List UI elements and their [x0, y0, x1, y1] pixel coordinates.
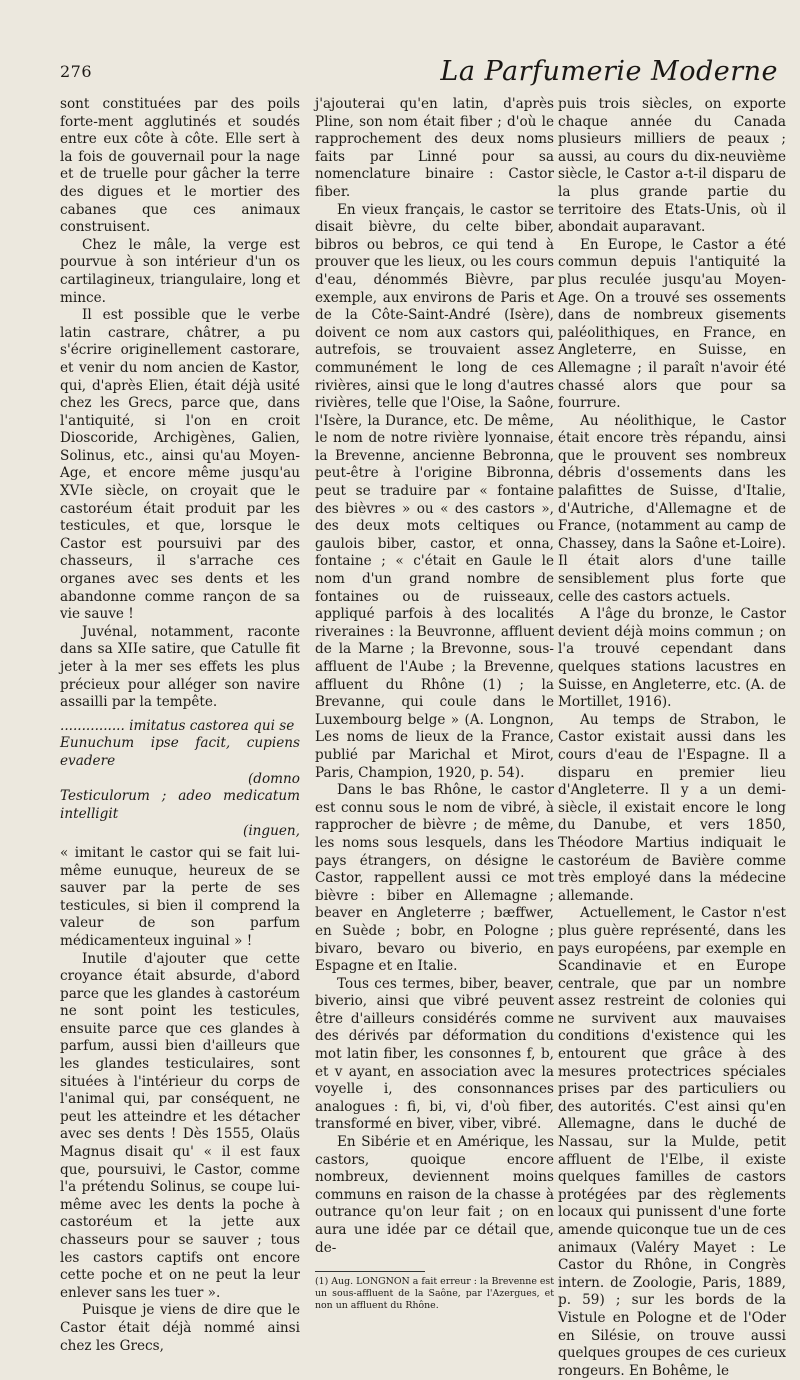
paragraph: Au néolithique, le Castor était encore très répandu, ainsi que le prouvent ses nombreux débris d'ossements dans les palafittes de Suisse, d'Italie, d'Autriche, d'Allemagne et de France, (notamment au camp de Chassey, dans la Saône et-Loire). Il était alors d'une taille sensiblement plus forte que celle des castors actuels.	[558, 412, 786, 605]
paragraph: « imitant le castor qui se fait lui-même eunuque, heureux de se sauver par la perte de ses testicules, si bien il comprend la valeur de son parfum médicamenteux inguinal » !	[60, 844, 300, 949]
paragraph: Au temps de Strabon, le Castor existait aussi dans les cours d'eau de l'Espagne. Il a disparu en premier lieu d'Angleterre. Il y a un demi-siècle, il existait encore le long du Danube, et vers 1850, Théodore Martius indiquait le castoréum de Bavière comme très employé dans la médecine allemande.	[558, 711, 786, 904]
latin-quote	[60, 718, 300, 841]
quote-line: ............... imitatus castorea qui se	[60, 717, 295, 734]
paragraph: A l'âge du bronze, le Castor devient déjà moins commun ; on l'a trouvé cependant dans quelques stations lacustres en Suisse, en Angleterre, etc. (A. de Mortillet, 1916).	[558, 606, 786, 711]
paragraph: Tous ces termes, biber, beaver, biverio, ainsi que vibré peuvent être d'ailleurs considérés comme des dérivés par déformation du mot latin fiber, les consonnes f, b, et v ayant, en association avec la voyelle i, des consonnances analogues : fi, bi, vi, d'où fiber, transformé en biver, viber, vibré.	[315, 975, 554, 1133]
quote-line: Eunuchum ipse facit, cupiens evadere	[60, 735, 300, 769]
quote-line: (domno	[247, 770, 300, 787]
paragraph: Il est possible que le verbe latin castrare, châtrer, a pu s'écrire originellement castorare, et venir du nom ancien de Kastor, qui, d'après Elien, était déjà usité chez les Grecs, parce que, dans l'antiquité, si l'on en croit Dioscoride, Archigènes, Galien, Solinus, etc., ainsi qu'au Moyen-Age, et encore même jusqu'au XVIe siècle, on croyait que le castoréum était produit par les testicules, et que, lorsque le Castor est poursuivi par des chasseurs, il s'arrache ces organes avec ses dents et les abandonne comme rançon de sa vie sauve !	[60, 307, 300, 623]
paragraph: Chez le mâle, la verge est pourvue à son intérieur d'un os cartilagineux, triangulaire, long et mince.	[60, 236, 300, 306]
text-column-3	[558, 96, 786, 1380]
paragraph: Puisque je viens de dire que le Castor était déjà nommé ainsi chez les Grecs,	[60, 1302, 300, 1354]
quote-line: (inguen,	[243, 823, 300, 840]
text-column-1	[60, 96, 300, 1355]
paragraph: Juvénal, notamment, raconte dans sa XIIe satire, que Catulle fit jeter à la mer ses effets les plus précieux pour alléger son navire assailli par la tempête.	[60, 623, 300, 711]
paragraph: Actuellement, le Castor n'est plus guère représenté, dans les pays européens, par exemple en Scandinavie et en Europe centrale, que par un nombre assez restreint de colonies qui ne survivent aux mauvaises conditions d'existence qui les entourent que grâce à des mesures protectrices spéciales prises par des particuliers ou des autorités. C'est ainsi qu'en Allemagne, dans le duché de Nassau, sur la Mulde, petit affluent de l'Elbe, il existe quelques familles de castors protégées par des règlements locaux qui punissent d'une forte amende quiconque tue un de ces animaux (Valéry Mayet : Le Castor du Rhône, in Congrès intern. de Zoologie, Paris, 1889, p. 59) ; sur les bords de la Vistule en Pologne et de l'Oder en Silésie, on trouve aussi quelques groupes de ces curieux rongeurs. En Bohême, le	[558, 905, 786, 1379]
page-number: 276	[60, 62, 93, 81]
journal-title: La Parfumerie Moderne	[440, 56, 778, 87]
text-column-2	[315, 96, 554, 1312]
paragraph: En vieux français, le castor se disait bièvre, du celte biber, bibros ou bebros, ce qui tend à prouver que les lieux, ou les cours d'eau, dénommés Bièvre, par exemple, aux environs de Paris et de la Côte-Saint-André (Isère), doivent ce nom aux castors qui, autrefois, se trouvaient assez communément le long de ces rivières, ainsi que le long d'autres rivières, telle que l'Oise, la Saône, l'Isère, la Durance, etc. De même, le nom de notre rivière lyonnaise, la Brevenne, ancienne Bebronna, peut-être à l'origine Bibronna, peut se traduire par « fontaine des bièvres » ou « des castors », des deux mots celtiques ou gaulois biber, castor, et onna, fontaine ; « c'était en Gaule le nom d'un grand nombre de fontaines ou de ruisseaux, appliqué parfois à des localités riveraines : la Beuvronne, affluent de la Marne ; la Brevonne, sous-affluent de l'Aube ; la Brevenne, affluent du Rhône (1) ; la Brevanne, qui coule dans le Luxembourg belge » (A. Longnon, Les noms de lieux de la France, publié par Marichal et Mirot, Paris, Champion, 1920, p. 54).	[315, 201, 554, 781]
paragraph: j'ajouterai qu'en latin, d'après Pline, son nom était fiber ; d'où le rapprochement des deux noms faits par Linné pour sa nomenclature binaire : Castor fiber.	[315, 96, 554, 200]
paragraph: puis trois siècles, on exporte chaque année du Canada plusieurs milliers de peaux ; aussi, au cours du dix-neuvième siècle, le Castor a-t-il disparu de la plus grande partie du territoire des Etats-Unis, où il abondait auparavant.	[558, 96, 786, 236]
quote-line: Testiculorum ; adeo medicatum intelligit	[60, 788, 300, 822]
footnote: (1) Aug. LONGNON a fait erreur : la Brevenne est un sous-affluent de la Saône, par l'Azergues, et non un affluent du Rhône.	[315, 1276, 554, 1312]
paragraph: Inutile d'ajouter que cette croyance était absurde, d'abord parce que les glandes à castoréum ne sont point les testicules, ensuite parce que ces glandes à parfum, aussi bien d'ailleurs que les glandes testiculaires, sont situées à l'intérieur du corps de l'animal qui, par conséquent, ne peut les atteindre et les détacher avec ses dents ! Dès 1555, Olaüs Magnus disait qu' « il est faux que, poursuivi, le Castor, comme l'a prétendu Solinus, se coupe lui-même avec les dents la poche à castoréum et la jette aux chasseurs pour se sauver ; tous les castors captifs ont encore cette poche et on ne peut la leur enlever sans les tuer ».	[60, 950, 300, 1301]
paragraph: En Europe, le Castor a été commun depuis l'antiquité la plus reculée jusqu'au Moyen-Age. On a trouvé ses ossements dans de nombreux gisements paléolithiques, en France, en Angleterre, en Suisse, en Allemagne ; il paraît n'avoir été chassé alors que pour sa fourrure.	[558, 236, 786, 412]
paragraph: sont constituées par des poils forte-ment agglutinés et soudés entre eux côte à côte. Elle sert à la fois de gouvernail pour la nage et de truelle pour gâcher la terre des digues et le mortier des cabanes que ces animaux construisent.	[60, 96, 300, 236]
paragraph: En Sibérie et en Amérique, les castors, quoique encore nombreux, deviennent moins communs en raison de la chasse à outrance qu'on leur fait ; on en aura une idée par ce détail que, de-	[315, 1134, 554, 1256]
footnote-divider	[315, 1271, 425, 1272]
paragraph: Dans le bas Rhône, le castor est connu sous le nom de vibré, à rapprocher de bièvre ; de même, les noms sous lesquels, dans les pays étrangers, on désigne le Castor, rappellent aussi ce mot bièvre : biber en Allemagne ; beaver en Angleterre ; bæffwer, en Suède ; bobr, en Pologne ; bivaro, bevaro ou biverio, en Espagne et en Italie.	[315, 782, 554, 975]
